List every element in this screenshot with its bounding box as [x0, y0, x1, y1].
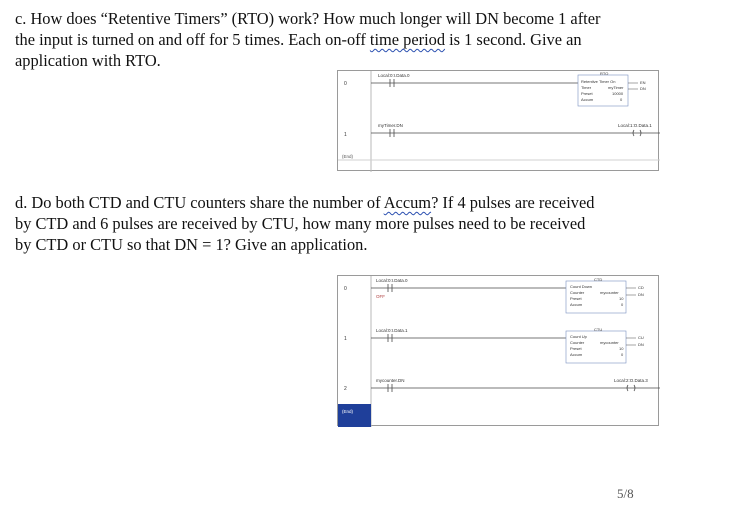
question-c-line2: [15, 29, 715, 50]
rto-instruction-block[interactable]: [578, 71, 628, 106]
question-c: [15, 8, 715, 71]
rung-number-1: 1: [344, 132, 347, 138]
rto-accum-value: 0: [620, 97, 623, 102]
ctu-counter-label: Counter: [570, 340, 585, 345]
ctu-cu-output: CU: [638, 335, 644, 340]
ctd-accum-label: Accum: [570, 302, 583, 307]
question-d-line3: by CTD or CTU so that DN = 1? Give an application.: [15, 235, 368, 254]
ctd-preset-label: Preset: [570, 296, 582, 301]
ctu-instruction-block[interactable]: [566, 327, 626, 363]
ctd-accum-value: 0: [621, 302, 624, 307]
ctu-preset-value: 10: [619, 346, 624, 351]
contact-state-off: OFF: [376, 294, 385, 299]
output-coil-label: Local:2:O.Data.3: [614, 378, 648, 383]
ctd-dn-output: DN: [638, 292, 644, 297]
question-d: [15, 192, 715, 255]
rung-number-0: 0: [344, 81, 347, 87]
rto-accum-label: Accum: [581, 97, 594, 102]
rung-number-1: 1: [344, 336, 347, 342]
question-d-line2: by CTD and 6 pulses are received by CTU, how many more pulses need to be received: [15, 214, 586, 233]
page-number: 5/8: [617, 486, 634, 501]
input0-contact-label: Local:0:I.Data.0: [376, 278, 408, 283]
ctd-counter-value: mycounter: [600, 290, 619, 295]
question-d-line1: [15, 192, 715, 213]
rto-block-type: RTO: [600, 71, 609, 76]
ctd-cd-output: CD: [638, 285, 644, 290]
ctu-accum-label: Accum: [570, 352, 583, 357]
question-c-line3: application with RTO.: [15, 51, 161, 70]
ctd-counter-label: Counter: [570, 290, 585, 295]
output-coil-label: Local:1:O.Data.1: [618, 123, 652, 128]
counter-ladder-svg: [338, 276, 660, 427]
ctd-block-title: Count Down: [570, 284, 593, 289]
input-contact-label: Local:0:I.Data.0: [378, 73, 410, 78]
end-rung-selected[interactable]: [338, 404, 371, 427]
question-c-line2-part1: the input is turned on and off for 5 times. Each on-off: [15, 30, 370, 49]
counter-dn-contact-label: mycounter.DN: [376, 378, 405, 383]
question-d-line1-part2: ? If 4 pulses are received: [431, 193, 595, 212]
rto-timer-label: Timer: [581, 85, 592, 90]
rto-dn-output: DN: [640, 86, 646, 91]
end-rung-label: (End): [342, 154, 354, 159]
rung-number-2: 2: [344, 386, 347, 392]
rto-en-output: EN: [640, 80, 646, 85]
counter-ladder-diagram: [337, 275, 659, 426]
question-c-line2-part2: is 1 second. Give an: [445, 30, 582, 49]
rung-number-0: 0: [344, 286, 347, 292]
question-d-line1-part1: d. Do both CTD and CTU counters share the number of: [15, 193, 384, 212]
accum-underlined: Accum: [383, 193, 432, 212]
rto-ladder-svg: [338, 71, 660, 172]
time-period-underlined: time period: [369, 30, 446, 49]
question-c-line1: c. How does “Retentive Timers” (RTO) work? How much longer will DN become 1 after: [15, 9, 601, 28]
ctu-dn-output: DN: [638, 342, 644, 347]
timer-dn-contact-label: myTimer.DN: [378, 123, 403, 128]
input1-contact-label: Local:0:I.Data.1: [376, 328, 408, 333]
ctu-block-title: Count Up: [570, 334, 587, 339]
rto-timer-value: myTimer: [608, 85, 624, 90]
ctu-accum-value: 0: [621, 352, 624, 357]
ctd-instruction-block[interactable]: [566, 277, 626, 313]
rto-ladder-diagram: [337, 70, 659, 171]
end-rung-label: (End): [342, 409, 354, 414]
rto-block-title: Retentive Timer On: [581, 79, 616, 84]
ctd-block-type: CTD: [594, 277, 603, 282]
ctu-counter-value: mycounter: [600, 340, 619, 345]
rto-preset-label: Preset: [581, 91, 593, 96]
ctd-preset-value: 10: [619, 296, 624, 301]
ctu-preset-label: Preset: [570, 346, 582, 351]
ctu-block-type: CTU: [594, 327, 603, 332]
rto-preset-value: 10000: [612, 91, 624, 96]
